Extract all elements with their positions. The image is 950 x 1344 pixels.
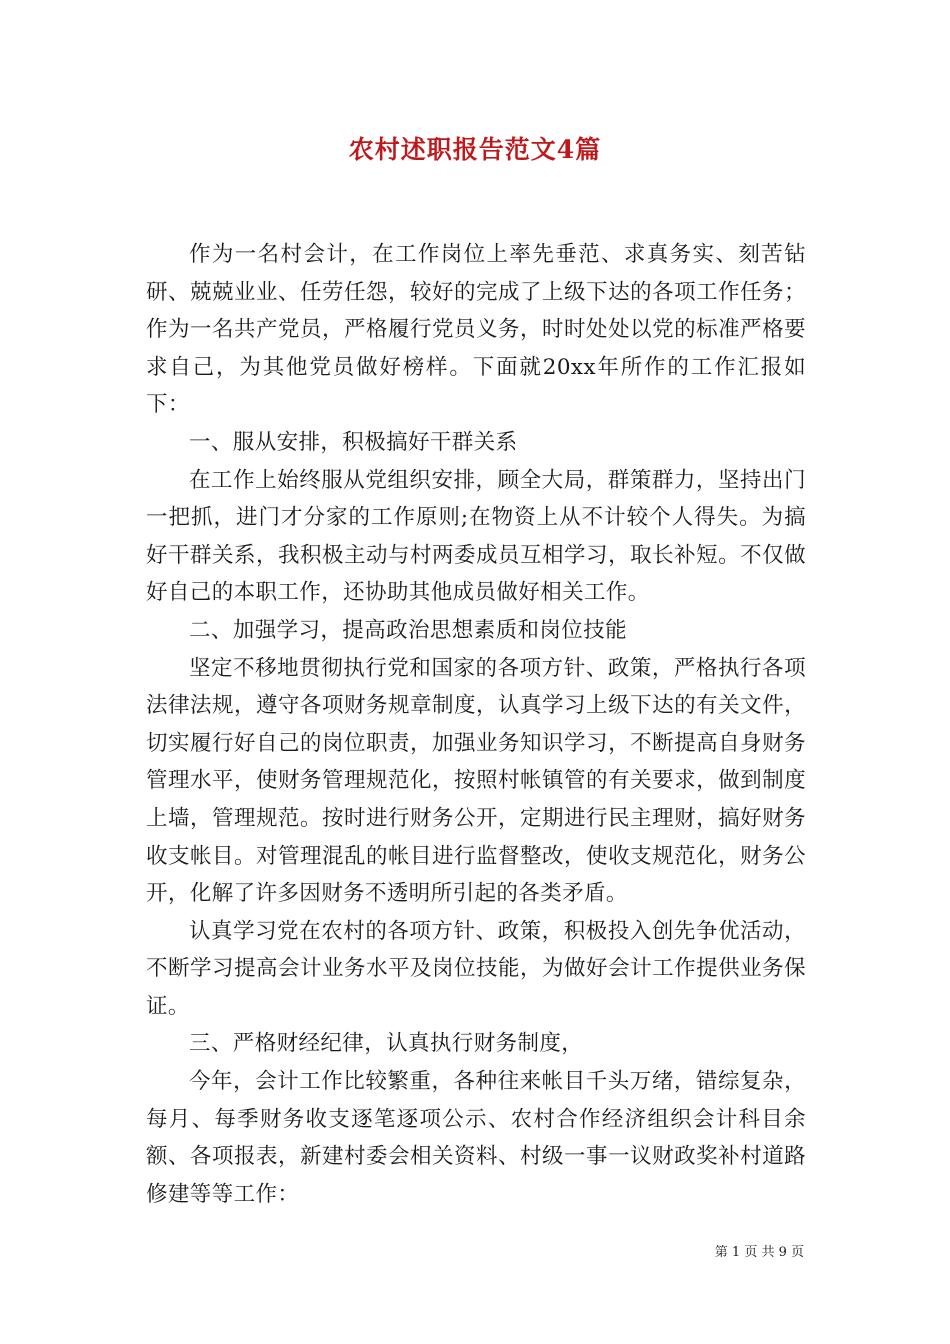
section-heading-2: 二、加强学习，提高政治思想素质和岗位技能 <box>189 617 628 643</box>
document-body <box>146 236 806 1213</box>
document-title: 农村述职报告范文4篇 <box>348 135 602 164</box>
section-2-paragraph-2: 认真学习党在农村的各项方针、政策，积极投入创先争优活动，不断学习提高会计业务水平及岗位技能，为做好会计工作提供业务保证。 <box>146 918 806 1019</box>
section-1-paragraph: 在工作上始终服从党组织安排，顾全大局，群策群力，坚持出门一把抓，进门才分家的工作原则;在物资上从不计较个人得失。为搞好干群关系，我积极主动与村两委成员互相学习，取长补短。不仅做好自己的本职工作，还协助其他成员做好相关工作。 <box>146 467 806 606</box>
section-heading-1: 一、服从安排，积极搞好干群关系 <box>189 429 518 455</box>
page-number-footer: 第 1 页 共 9 页 <box>714 1245 804 1260</box>
intro-paragraph: 作为一名村会计，在工作岗位上率先垂范、求真务实、刻苦钻研、兢兢业业、任劳任怨，较好的完成了上级下达的各项工作任务；作为一名共产党员，严格履行党员义务，时时处处以党的标准严格要求自己，为其他党员做好榜样。下面就20xx年所作的工作汇报如下： <box>146 242 806 418</box>
section-heading-3: 三、严格财经纪律，认真执行财务制度， <box>189 1031 584 1057</box>
section-3-paragraph-1: 今年，会计工作比较繁重，各种往来帐目千头万绪，错综复杂，每月、每季财务收支逐笔逐项公示、农村合作经济组织会计科目余额、各项报表，新建村委会相关资料、村级一事一议财政奖补村道路修建等等工作： <box>146 1069 806 1207</box>
section-2-paragraph-1: 坚定不移地贯彻执行党和国家的各项方针、政策，严格执行各项法律法规，遵守各项财务规章制度，认真学习上级下达的有关文件，切实履行好自己的岗位职责，加强业务知识学习，不断提高自身财务管理水平，使财务管理规范化，按照村帐镇管的有关要求，做到制度上墙，管理规范。按时进行财务公开，定期进行民主理财，搞好财务收支帐目。对管理混乱的帐目进行监督整改，使收支规范化，财务公开，化解了许多因财务不透明所引起的各类矛盾。 <box>146 655 806 907</box>
